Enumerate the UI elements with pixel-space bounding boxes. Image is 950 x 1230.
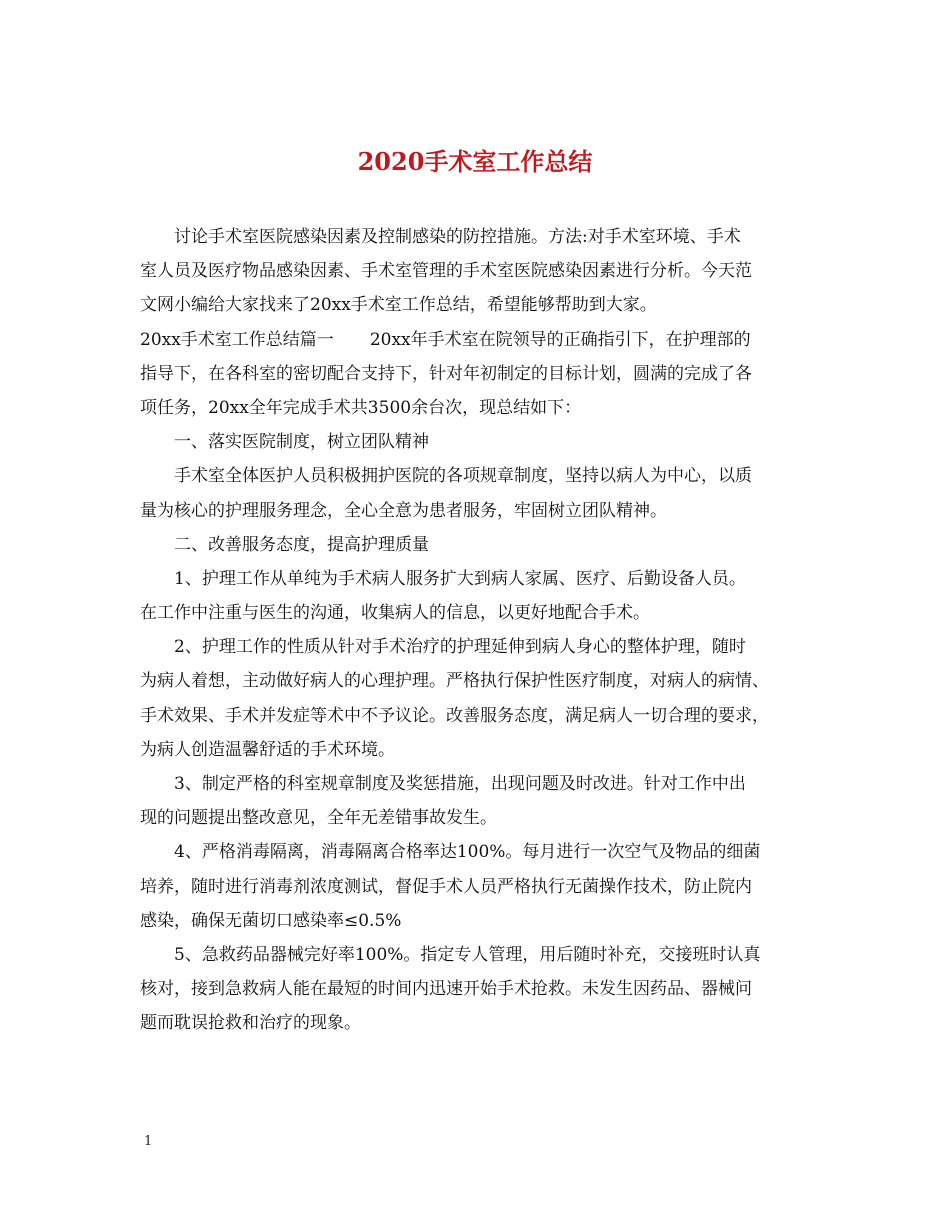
paragraph-text: 20xx年手术室在院领导的正确指引下，在护理部的 bbox=[369, 329, 751, 350]
page-number: 1 bbox=[144, 1134, 153, 1149]
paragraph-line: 项任务，20xx全年完成手术共3500余台次，现总结如下： bbox=[140, 397, 582, 418]
section-heading: 二、改善服务态度，提高护理质量 bbox=[174, 534, 429, 555]
paragraph-line: 手术效果、手术并发症等术中不予议论。改善服务态度，满足病人一切合理的要求， bbox=[140, 705, 769, 726]
paragraph-line: 2、护理工作的性质从针对手术治疗的护理延伸到病人身心的整体护理，随时 bbox=[174, 637, 746, 658]
paragraph-line: 感染，确保无菌切口感染率≤0.5% bbox=[140, 910, 402, 931]
paragraph-line: 在工作中注重与医生的沟通，收集病人的信息，以更好地配合手术。 bbox=[140, 603, 650, 624]
paragraph-line: 指导下，在各科室的密切配合支持下，针对年初制定的目标计划，圆满的完成了各 bbox=[140, 363, 752, 384]
paragraph-line: 室人员及医疗物品感染因素、手术室管理的手术室医院感染因素进行分析。今天范 bbox=[140, 261, 752, 282]
document-title: 2020手术室工作总结 bbox=[357, 147, 593, 176]
paragraph-line: 现的问题提出整改意见，全年无差错事故发生。 bbox=[140, 808, 497, 829]
paragraph-line: 1、护理工作从单纯为手术病人服务扩大到病人家属、医疗、后勤设备人员。 bbox=[174, 568, 746, 589]
document-body bbox=[140, 220, 820, 1041]
paragraph-line: 讨论手术室医院感染因素及控制感染的防控措施。方法:对手术室环境、手术 bbox=[174, 227, 741, 247]
paragraph-line: 3、制定严格的科室规章制度及奖惩措施，出现问题及时改进。针对工作中出 bbox=[174, 774, 746, 794]
paragraph-line: 核对，接到急救病人能在最短的时间内迅速开始手术抢救。未发生因药品、器械问 bbox=[140, 979, 752, 1000]
paragraph-line: 文网小编给大家找来了20xx手术室工作总结，希望能够帮助到大家。 bbox=[140, 295, 657, 316]
paragraph-line-with-heading bbox=[140, 323, 820, 357]
paragraph-line: 量为核心的护理服务理念，全心全意为患者服务，牢固树立团队精神。 bbox=[140, 500, 667, 521]
paragraph-line: 手术室全体医护人员积极拥护医院的各项规章制度，坚持以病人为中心，以质 bbox=[174, 466, 752, 487]
paragraph-line: 题而耽误抢救和治疗的现象。 bbox=[140, 1013, 361, 1034]
paragraph-line: 为病人着想，主动做好病人的心理护理。严格执行保护性医疗制度，对病人的病情、 bbox=[140, 671, 769, 692]
section-heading: 一、落实医院制度，树立团队精神 bbox=[174, 432, 429, 453]
section-heading-inline: 20xx手术室工作总结篇一 bbox=[140, 329, 334, 350]
paragraph-line: 为病人创造温馨舒适的手术环境。 bbox=[140, 739, 395, 760]
paragraph-line: 5、急救药品器械完好率100%。指定专人管理，用后随时补充，交接班时认真 bbox=[174, 944, 761, 965]
paragraph-line: 培养，随时进行消毒剂浓度测试，督促手术人员严格执行无菌操作技术，防止院内 bbox=[140, 876, 752, 897]
paragraph-line: 4、严格消毒隔离，消毒隔离合格率达100%。每月进行一次空气及物品的细菌 bbox=[174, 842, 761, 863]
